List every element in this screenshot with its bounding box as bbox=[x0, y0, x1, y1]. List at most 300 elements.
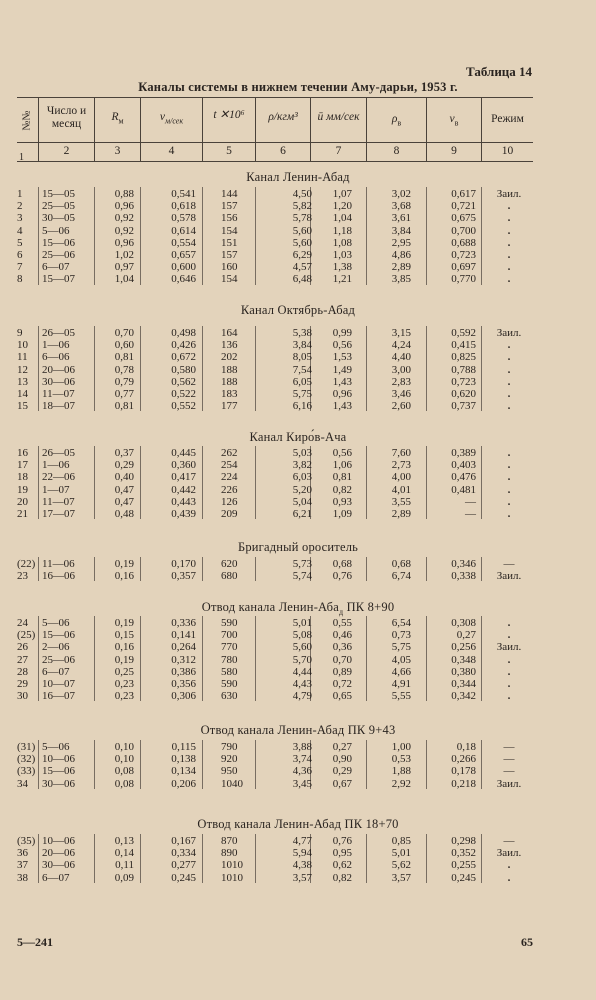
cell-number: 24 bbox=[17, 617, 28, 629]
cell-number: 7 bbox=[17, 261, 23, 274]
table-row bbox=[0, 484, 596, 496]
cell-regime: Заил. bbox=[496, 188, 522, 200]
cell-r: 0,19 bbox=[114, 558, 134, 570]
cell-u: 1,08 bbox=[332, 236, 352, 249]
cell-t: 1010 bbox=[221, 859, 243, 872]
cell-date: 1—06 bbox=[42, 339, 70, 352]
section-title bbox=[0, 430, 596, 445]
cell-number: 15 bbox=[17, 400, 28, 413]
cell-t: 630 bbox=[221, 690, 238, 703]
cell-v: 0,578 bbox=[171, 212, 196, 225]
cell-rhov: 2,89 bbox=[391, 261, 411, 274]
table-row bbox=[0, 835, 596, 847]
cell-r: 0,97 bbox=[114, 261, 134, 274]
cell-vv: 0,255 bbox=[451, 859, 476, 872]
cell-date: 15—06 bbox=[42, 629, 75, 642]
cell-rho: 8,05 bbox=[292, 351, 312, 364]
cell-date: 10—07 bbox=[42, 678, 75, 690]
cell-date: 22—06 bbox=[42, 471, 75, 484]
section-title bbox=[0, 170, 596, 185]
header-number: №№ bbox=[21, 110, 33, 131]
cell-rho: 7,54 bbox=[292, 363, 312, 376]
cell-v: 0,552 bbox=[171, 400, 196, 413]
cell-regime: . bbox=[507, 224, 511, 237]
cell-t: 262 bbox=[221, 447, 238, 459]
table-row bbox=[0, 471, 596, 483]
cell-r: 0,81 bbox=[114, 351, 134, 364]
cell-u: 0,56 bbox=[332, 339, 352, 352]
table-row bbox=[0, 617, 596, 629]
cell-v: 0,312 bbox=[171, 653, 196, 666]
section-title-text: Отвод канала Ленин-Абад ПК 18+70 bbox=[197, 817, 399, 831]
cell-u: 1,18 bbox=[332, 224, 352, 237]
cell-v: 0,657 bbox=[171, 249, 196, 261]
cell-number: 30 bbox=[17, 690, 28, 703]
cell-rho: 5,94 bbox=[292, 847, 312, 860]
cell-vv: 0,620 bbox=[451, 388, 476, 400]
cell-vv: — bbox=[465, 495, 476, 508]
cell-regime: . bbox=[507, 459, 511, 472]
cell-vv: 0,380 bbox=[451, 665, 476, 678]
table-row bbox=[0, 753, 596, 765]
header-colnum: 9 bbox=[451, 145, 457, 157]
table-row bbox=[0, 629, 596, 641]
cell-u: 1,38 bbox=[332, 261, 352, 274]
cell-u: 0,62 bbox=[332, 859, 352, 872]
cell-u: 0,56 bbox=[332, 447, 352, 459]
cell-u: 1,09 bbox=[332, 508, 352, 520]
cell-u: 1,07 bbox=[332, 188, 352, 200]
cell-number: (35) bbox=[17, 835, 36, 847]
cell-v: 0,417 bbox=[171, 471, 196, 484]
cell-r: 0,23 bbox=[114, 690, 134, 703]
cell-r: 0,11 bbox=[115, 859, 134, 872]
cell-rho: 5,04 bbox=[292, 495, 312, 508]
cell-vv: 0,352 bbox=[451, 847, 476, 860]
cell-rho: 4,43 bbox=[292, 678, 312, 690]
cell-t: 202 bbox=[221, 351, 238, 364]
cell-number: 27 bbox=[17, 653, 28, 666]
cell-u: 0,27 bbox=[332, 741, 352, 753]
cell-rho: 5,78 bbox=[292, 212, 312, 225]
cell-t: 183 bbox=[221, 388, 238, 400]
cell-rho: 6,21 bbox=[292, 508, 312, 520]
cell-date: 11—06 bbox=[42, 558, 75, 570]
cell-t: 188 bbox=[221, 363, 238, 376]
cell-r: 0,08 bbox=[114, 777, 134, 790]
cell-v: 0,443 bbox=[171, 495, 196, 508]
cell-rhov: 3,55 bbox=[391, 495, 411, 508]
cell-date: 16—07 bbox=[42, 690, 75, 703]
cell-number: 13 bbox=[17, 375, 28, 388]
table-row bbox=[0, 570, 596, 582]
cell-t: 154 bbox=[221, 273, 238, 286]
cell-r: 0,16 bbox=[114, 641, 134, 654]
cell-rhov: 4,00 bbox=[391, 471, 411, 484]
cell-r: 0,81 bbox=[114, 400, 134, 413]
cell-u: 1,04 bbox=[332, 212, 352, 225]
cell-t: 177 bbox=[221, 400, 238, 413]
table-row bbox=[0, 351, 596, 363]
cell-rhov: 3,02 bbox=[391, 188, 411, 200]
cell-t: 890 bbox=[221, 847, 238, 860]
cell-rhov: 3,46 bbox=[391, 388, 411, 400]
cell-rho: 4,38 bbox=[292, 859, 312, 872]
cell-rhov: 1,88 bbox=[391, 765, 411, 778]
cell-regime: — bbox=[503, 765, 515, 778]
header-date: Число и месяц bbox=[46, 105, 87, 130]
cell-rho: 4,77 bbox=[292, 835, 312, 847]
cell-rho: 3,45 bbox=[292, 777, 312, 790]
cell-u: 1,21 bbox=[332, 273, 352, 286]
header-r-sub: м bbox=[118, 116, 124, 126]
cell-u: 0,67 bbox=[332, 777, 352, 790]
cell-vv: 0,245 bbox=[451, 871, 476, 884]
cell-v: 0,646 bbox=[171, 273, 196, 286]
cell-u: 0,72 bbox=[332, 678, 352, 690]
cell-u: 0,90 bbox=[332, 753, 352, 766]
cell-r: 0,96 bbox=[114, 200, 134, 213]
cell-r: 0,37 bbox=[114, 447, 134, 459]
cell-rhov: 3,85 bbox=[391, 273, 411, 286]
cell-u: 0,70 bbox=[332, 653, 352, 666]
cell-t: 790 bbox=[221, 741, 238, 753]
cell-vv: 0,266 bbox=[451, 753, 476, 766]
cell-rho: 6,16 bbox=[292, 400, 312, 413]
cell-t: 770 bbox=[221, 641, 238, 654]
section-title bbox=[0, 600, 596, 617]
cell-number: 26 bbox=[17, 641, 28, 654]
cell-r: 0,13 bbox=[114, 835, 134, 847]
cell-regime: . bbox=[507, 200, 511, 213]
cell-v: 0,672 bbox=[171, 351, 196, 364]
cell-vv: — bbox=[465, 508, 476, 520]
cell-rhov: 2,73 bbox=[391, 459, 411, 472]
section-title bbox=[0, 303, 596, 318]
cell-number: 21 bbox=[17, 508, 28, 520]
cell-rho: 5,20 bbox=[292, 483, 312, 496]
cell-date: 15—05 bbox=[42, 188, 75, 200]
cell-u: 1,49 bbox=[332, 363, 352, 376]
cell-rho: 6,48 bbox=[292, 273, 312, 286]
cell-vv: 0,723 bbox=[451, 249, 476, 261]
cell-rhov: 4,66 bbox=[391, 665, 411, 678]
cell-regime: — bbox=[503, 741, 515, 753]
cell-rho: 5,60 bbox=[292, 224, 312, 237]
table-row bbox=[0, 212, 596, 224]
cell-r: 0,10 bbox=[114, 753, 134, 766]
table-label: Таблица 14 bbox=[466, 64, 533, 79]
cell-v: 0,245 bbox=[171, 871, 196, 884]
cell-u: 0,81 bbox=[332, 471, 352, 484]
table-row bbox=[0, 188, 596, 200]
table-row bbox=[0, 641, 596, 653]
header-colnum: 8 bbox=[393, 145, 400, 157]
cell-u: 0,29 bbox=[332, 765, 352, 778]
cell-rhov: 2,83 bbox=[391, 375, 411, 388]
cell-v: 0,541 bbox=[171, 188, 196, 200]
cell-t: 209 bbox=[221, 508, 238, 520]
cell-regime: . bbox=[507, 678, 511, 690]
cell-u: 0,95 bbox=[332, 847, 352, 860]
cell-rho: 4,44 bbox=[292, 665, 312, 678]
cell-number: 28 bbox=[17, 665, 28, 678]
cell-rhov: 0,73 bbox=[391, 629, 411, 642]
cell-rhov: 5,75 bbox=[391, 641, 411, 654]
cell-date: 1—06 bbox=[42, 459, 70, 472]
cell-r: 0,25 bbox=[114, 665, 134, 678]
cell-v: 0,562 bbox=[171, 375, 196, 388]
cell-vv: 0,721 bbox=[451, 200, 476, 213]
table-row bbox=[0, 376, 596, 388]
cell-regime: . bbox=[507, 629, 511, 642]
cell-r: 0,78 bbox=[114, 363, 134, 376]
cell-number: 5 bbox=[17, 236, 23, 249]
cell-v: 0,134 bbox=[171, 765, 196, 778]
header-rhov: ρ bbox=[391, 113, 398, 125]
section-title bbox=[0, 817, 596, 832]
cell-vv: 0,476 bbox=[451, 471, 476, 484]
cell-u: 0,96 bbox=[332, 388, 352, 400]
cell-t: 700 bbox=[221, 629, 238, 642]
cell-r: 0,15 bbox=[114, 629, 134, 642]
cell-date: 30—05 bbox=[42, 212, 75, 225]
cell-r: 1,04 bbox=[114, 273, 134, 286]
header-colnum: 2 bbox=[63, 145, 70, 157]
cell-number: 17 bbox=[17, 459, 28, 472]
cell-vv: 0,346 bbox=[451, 558, 476, 570]
cell-v: 0,356 bbox=[171, 678, 196, 690]
cell-rhov: 0,53 bbox=[391, 753, 411, 766]
cell-vv: 0,788 bbox=[451, 363, 476, 376]
cell-t: 1010 bbox=[221, 871, 243, 884]
cell-regime: . bbox=[507, 236, 511, 249]
cell-u: 0,89 bbox=[332, 665, 352, 678]
cell-regime: . bbox=[507, 617, 511, 629]
cell-u: 1,03 bbox=[332, 249, 352, 261]
cell-r: 0,79 bbox=[114, 375, 134, 388]
cell-t: 950 bbox=[221, 765, 238, 778]
cell-u: 0,68 bbox=[332, 558, 352, 570]
table-row bbox=[0, 237, 596, 249]
cell-date: 5—06 bbox=[42, 741, 70, 753]
cell-r: 0,92 bbox=[114, 212, 134, 225]
cell-r: 0,48 bbox=[114, 508, 134, 520]
cell-rhov: 5,55 bbox=[391, 690, 411, 703]
section-title-tail: ПК 8+90 bbox=[343, 600, 395, 614]
cell-rhov: 4,91 bbox=[391, 678, 411, 690]
cell-v: 0,522 bbox=[171, 388, 196, 400]
cell-regime: . bbox=[507, 249, 511, 261]
cell-rhov: 5,62 bbox=[391, 859, 411, 872]
cell-v: 0,618 bbox=[171, 200, 196, 213]
cell-u: 0,82 bbox=[332, 871, 352, 884]
cell-number: (31) bbox=[17, 741, 36, 753]
table-row bbox=[0, 249, 596, 261]
header-vv-sub: в bbox=[454, 118, 459, 128]
cell-r: 0,29 bbox=[114, 459, 134, 472]
cell-v: 0,360 bbox=[171, 459, 196, 472]
cell-date: 11—07 bbox=[42, 495, 75, 508]
section-title-text: Бригадный ороситель bbox=[237, 540, 359, 554]
cell-u: 1,20 bbox=[332, 200, 352, 213]
cell-regime: Заил. bbox=[496, 570, 522, 583]
cell-date: 16—06 bbox=[42, 570, 75, 583]
cell-regime: Заил. bbox=[496, 777, 522, 790]
cell-r: 0,14 bbox=[114, 847, 134, 860]
cell-regime: . bbox=[507, 471, 511, 484]
cell-date: 10—06 bbox=[42, 753, 75, 766]
cell-regime: . bbox=[507, 665, 511, 678]
cell-number: 1 bbox=[17, 188, 23, 200]
cell-number: (22) bbox=[17, 558, 36, 570]
cell-r: 0,16 bbox=[114, 570, 134, 583]
cell-rhov: 3,84 bbox=[391, 224, 411, 237]
cell-regime: . bbox=[507, 212, 511, 225]
cell-date: 10—06 bbox=[42, 835, 75, 847]
cell-v: 0,170 bbox=[171, 558, 196, 570]
cell-rho: 4,36 bbox=[292, 765, 312, 778]
cell-r: 0,19 bbox=[114, 617, 134, 629]
cell-date: 30—06 bbox=[42, 859, 75, 872]
cell-u: 0,46 bbox=[332, 629, 352, 642]
cell-number: 6 bbox=[17, 249, 23, 261]
cell-regime: . bbox=[507, 388, 511, 400]
cell-r: 0,47 bbox=[114, 495, 134, 508]
table-row bbox=[0, 859, 596, 871]
cell-v: 0,115 bbox=[171, 741, 196, 753]
cell-rho: 5,74 bbox=[292, 570, 312, 583]
cell-t: 620 bbox=[221, 558, 238, 570]
table-header bbox=[17, 97, 533, 163]
cell-rhov: 2,60 bbox=[391, 400, 411, 413]
cell-r: 0,09 bbox=[114, 871, 134, 884]
cell-rho: 3,82 bbox=[292, 459, 312, 472]
header-colnum: 6 bbox=[280, 145, 286, 157]
cell-rhov: 5,01 bbox=[391, 847, 411, 860]
cell-regime: . bbox=[507, 508, 511, 520]
table-row bbox=[0, 339, 596, 351]
cell-t: 136 bbox=[221, 339, 238, 352]
cell-t: 580 bbox=[221, 665, 238, 678]
cell-v: 0,554 bbox=[171, 236, 196, 249]
cell-regime: . bbox=[507, 375, 511, 388]
cell-rho: 3,88 bbox=[292, 741, 312, 753]
cell-number: 37 bbox=[17, 859, 28, 872]
table-row bbox=[0, 261, 596, 273]
cell-regime: Заил. bbox=[496, 847, 522, 860]
cell-date: 20—06 bbox=[42, 847, 75, 860]
cell-vv: 0,18 bbox=[456, 741, 476, 753]
cell-v: 0,439 bbox=[171, 508, 196, 520]
header-v-sub: м/сек bbox=[165, 116, 184, 126]
cell-u: 0,76 bbox=[332, 570, 352, 583]
cell-t: 126 bbox=[221, 495, 238, 508]
cell-rho: 3,84 bbox=[292, 339, 312, 352]
cell-vv: 0,218 bbox=[451, 777, 476, 790]
cell-t: 226 bbox=[221, 483, 238, 496]
header-rho: ρ/кгм³ bbox=[268, 111, 298, 123]
cell-t: 680 bbox=[221, 570, 238, 583]
cell-date: 5—06 bbox=[42, 617, 70, 629]
cell-u: 1,53 bbox=[332, 351, 352, 364]
cell-r: 0,60 bbox=[114, 339, 134, 352]
table-row bbox=[0, 508, 596, 520]
cell-t: 157 bbox=[221, 200, 238, 213]
cell-date: 17—07 bbox=[42, 508, 75, 520]
cell-date: 15—06 bbox=[42, 236, 75, 249]
cell-r: 0,47 bbox=[114, 483, 134, 496]
cell-u: 1,43 bbox=[332, 400, 352, 413]
cell-number: 8 bbox=[17, 273, 23, 286]
cell-regime: . bbox=[507, 351, 511, 364]
table-row bbox=[0, 741, 596, 753]
cell-rho: 5,75 bbox=[292, 388, 312, 400]
cell-number: 10 bbox=[17, 339, 28, 352]
cell-u: 0,99 bbox=[332, 327, 352, 339]
cell-vv: 0,348 bbox=[451, 653, 476, 666]
cell-rho: 4,50 bbox=[292, 188, 312, 200]
cell-vv: 0,256 bbox=[451, 641, 476, 654]
cell-u: 1,06 bbox=[332, 459, 352, 472]
cell-rhov: 2,92 bbox=[391, 777, 411, 790]
cell-rho: 6,29 bbox=[292, 249, 312, 261]
cell-date: 6—07 bbox=[42, 871, 70, 884]
cell-rhov: 2,95 bbox=[391, 236, 411, 249]
cell-rho: 5,60 bbox=[292, 641, 312, 654]
cell-r: 0,10 bbox=[114, 741, 134, 753]
cell-vv: 0,700 bbox=[451, 224, 476, 237]
header-colnum: 7 bbox=[335, 145, 342, 157]
cell-rho: 3,57 bbox=[292, 871, 312, 884]
table-row bbox=[0, 225, 596, 237]
cell-date: 25—06 bbox=[42, 249, 75, 261]
cell-r: 0,92 bbox=[114, 224, 134, 237]
cell-v: 0,206 bbox=[171, 777, 196, 790]
cell-vv: 0,592 bbox=[451, 327, 476, 339]
cell-regime: . bbox=[507, 690, 511, 703]
header-r: R bbox=[111, 111, 119, 123]
cell-date: 15—07 bbox=[42, 273, 75, 286]
cell-rhov: 4,01 bbox=[391, 483, 411, 496]
cell-u: 0,55 bbox=[332, 617, 352, 629]
cell-vv: 0,298 bbox=[451, 835, 476, 847]
cell-r: 0,96 bbox=[114, 236, 134, 249]
cell-r: 1,02 bbox=[114, 249, 134, 261]
cell-date: 30—06 bbox=[42, 777, 75, 790]
cell-date: 18—07 bbox=[42, 400, 75, 413]
cell-vv: 0,338 bbox=[451, 570, 476, 583]
cell-vv: 0,688 bbox=[451, 236, 476, 249]
cell-number: 14 bbox=[17, 388, 28, 400]
cell-v: 0,498 bbox=[171, 327, 196, 339]
cell-regime: . bbox=[507, 483, 511, 496]
cell-t: 1040 bbox=[221, 777, 243, 790]
cell-date: 15—06 bbox=[42, 765, 75, 778]
cell-vv: 0,723 bbox=[451, 375, 476, 388]
header-t: t ✕10⁶ bbox=[213, 109, 245, 121]
cell-t: 254 bbox=[221, 459, 238, 472]
cell-rho: 6,03 bbox=[292, 471, 312, 484]
cell-v: 0,357 bbox=[171, 570, 196, 583]
cell-t: 188 bbox=[221, 375, 238, 388]
page-number: 65 bbox=[521, 935, 533, 949]
cell-number: 23 bbox=[17, 570, 28, 583]
table-row bbox=[0, 690, 596, 702]
cell-number: (33) bbox=[17, 765, 36, 778]
cell-regime: . bbox=[507, 273, 511, 286]
cell-vv: 0,617 bbox=[451, 188, 476, 200]
